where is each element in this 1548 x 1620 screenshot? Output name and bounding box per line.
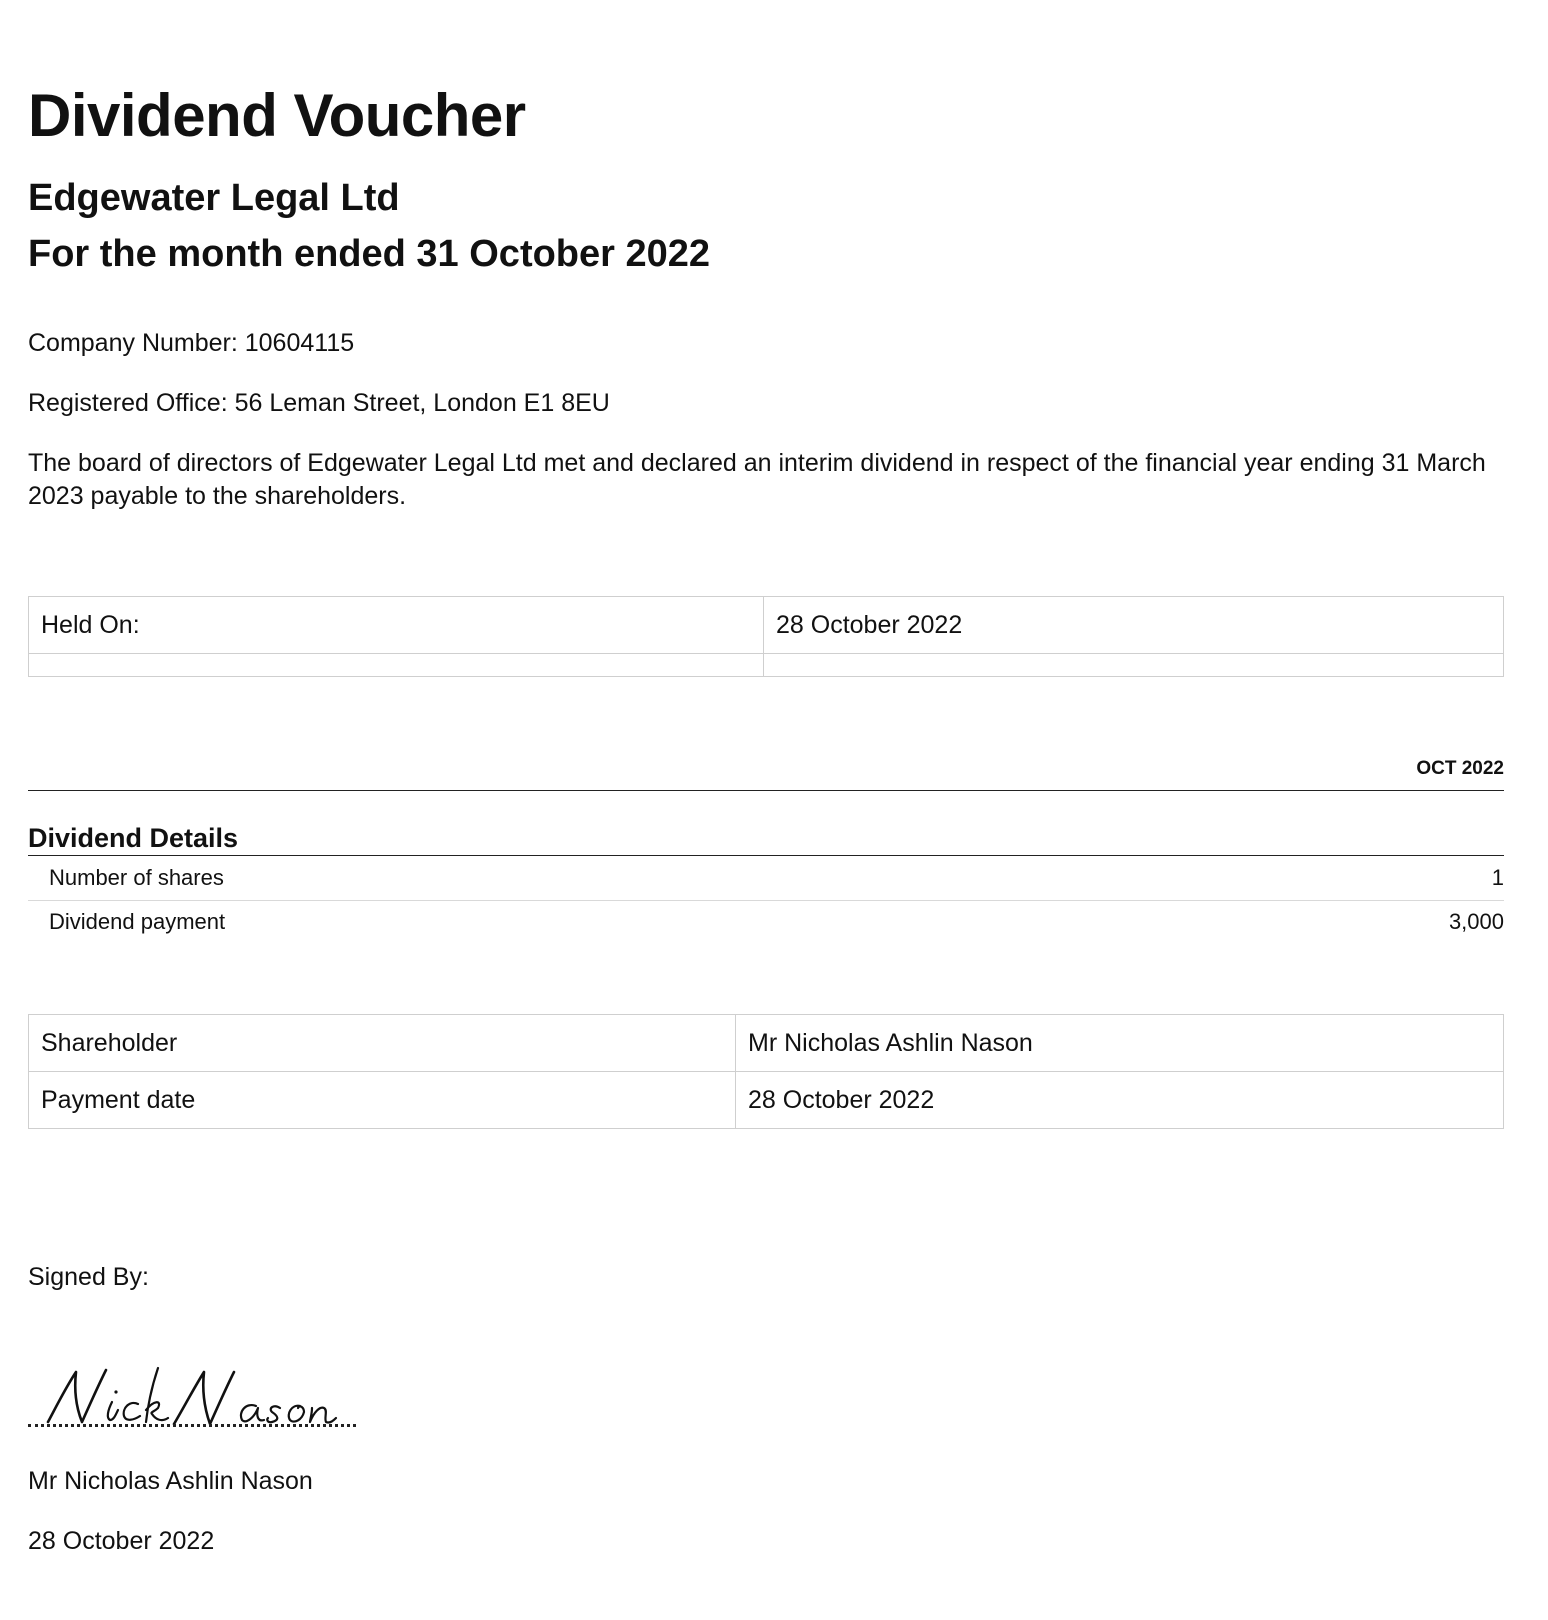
empty-cell	[29, 654, 764, 677]
company-number: Company Number: 10604115	[28, 329, 355, 357]
detail-label: Dividend payment	[49, 909, 226, 934]
company-name: Edgewater Legal Ltd	[28, 177, 400, 219]
detail-row-dividend-payment	[28, 900, 1504, 944]
dividend-details-title: Dividend Details	[28, 823, 239, 853]
meeting-table	[28, 596, 1504, 677]
payee-table	[28, 1014, 1504, 1129]
period-heading: For the month ended 31 October 2022	[28, 233, 711, 275]
payment-date-label: Payment date	[29, 1072, 736, 1129]
held-on-value: 28 October 2022	[764, 597, 1504, 654]
board-statement: The board of directors of Edgewater Legal Ltd met and declared an interim dividend in respect of the financial year ending 31 March 2023 payable to the shareholders.	[28, 449, 1486, 510]
payment-date-value: 28 October 2022	[736, 1072, 1504, 1129]
signer-name: Mr Nicholas Ashlin Nason	[28, 1467, 313, 1495]
detail-value: 3,000	[1448, 909, 1504, 934]
registered-office: Registered Office: 56 Leman Street, London E1 8EU	[28, 389, 610, 417]
shareholder-label: Shareholder	[29, 1015, 736, 1072]
table-row	[29, 597, 1504, 654]
shareholder-value: Mr Nicholas Ashlin Nason	[736, 1015, 1504, 1072]
signed-by-label: Signed By:	[28, 1263, 149, 1291]
signature-line	[28, 1424, 356, 1427]
handwritten-signature	[42, 1362, 362, 1432]
signed-date: 28 October 2022	[28, 1527, 215, 1555]
detail-label: Number of shares	[49, 865, 224, 890]
empty-cell	[764, 654, 1504, 677]
held-on-label: Held On:	[29, 597, 764, 654]
divider	[28, 790, 1504, 791]
table-row-empty	[29, 654, 1504, 677]
table-row	[29, 1072, 1504, 1129]
document-title: Dividend Voucher	[28, 82, 526, 149]
table-row	[29, 1015, 1504, 1072]
detail-row-number-of-shares	[28, 856, 1504, 901]
period-column-header: OCT 2022	[1416, 758, 1504, 779]
detail-value: 1	[1491, 865, 1504, 890]
